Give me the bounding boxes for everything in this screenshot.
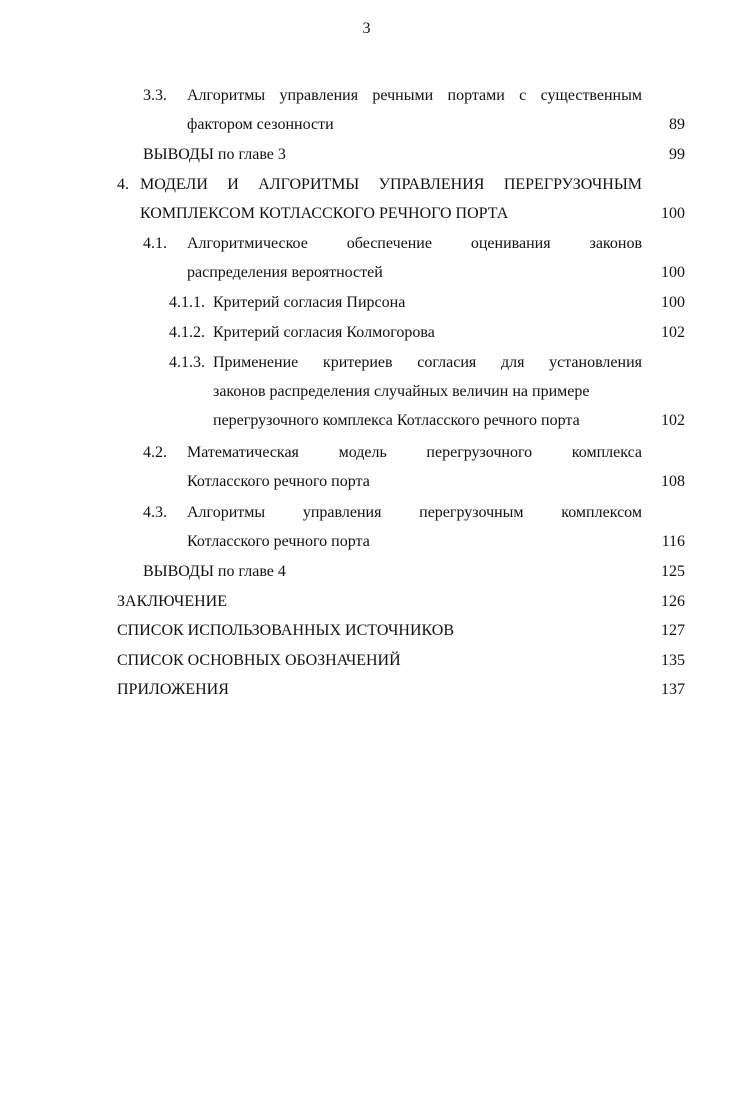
toc-entry-title-line: распределения вероятностей [187,264,383,281]
toc-entry-title-line: КОМПЛЕКСОМ КОТЛАССКОГО РЕЧНОГО ПОРТА [140,205,509,222]
toc-entry-title: ВЫВОДЫ по главе 3 [143,146,286,163]
toc-entry-title: СПИСОК ОСНОВНЫХ ОБОЗНАЧЕНИЙ [117,652,401,669]
toc-entry-page: 100 [661,205,685,222]
toc-entry-page: 99 [669,146,685,163]
toc-entry-title-line: Котласского речного порта [187,473,370,490]
toc-entry-title: Критерий согласия Пирсона [213,294,406,311]
toc-entry-number: 4.1.2. [169,324,205,341]
toc-entry-title-line: перегрузочного комплекса Котласского речного порта [213,412,580,429]
toc-entry-title-line: Алгоритмы управления перегрузочным комплексом [187,504,642,521]
toc-entry-page: 125 [661,563,685,580]
toc-entry-page: 100 [661,264,685,281]
toc-entry-number: 4. [117,176,129,193]
toc-entry-title-line: Математическая модель перегрузочного комплекса [187,444,642,461]
toc-entry-page: 135 [661,652,685,669]
toc-entry-title: Критерий согласия Колмогорова [213,324,435,341]
toc-entry-title: ВЫВОДЫ по главе 4 [143,563,286,580]
toc-entry-page: 89 [669,116,685,133]
toc-entry-page: 100 [661,294,685,311]
toc-entry-number: 4.1. [143,235,167,252]
toc-entry-title-line: Применение критериев согласия для установления [213,354,642,371]
toc-entry-number: 3.3. [143,87,167,104]
toc-entry-page: 116 [661,533,685,550]
toc-entry-page: 127 [661,622,685,639]
toc-entry-page: 126 [661,593,685,610]
toc-entry-page: 108 [661,473,685,490]
toc-entry-title: ЗАКЛЮЧЕНИЕ [117,593,227,610]
toc-entry-page: 102 [661,324,685,341]
toc-entry-number: 4.1.1. [169,294,205,311]
toc-entry-title-line: фактором сезонности [187,116,334,133]
toc-entry-page: 137 [661,681,685,698]
toc-entry-title: СПИСОК ИСПОЛЬЗОВАННЫХ ИСТОЧНИКОВ [117,622,455,639]
toc-entry-title-line: МОДЕЛИ И АЛГОРИТМЫ УПРАВЛЕНИЯ ПЕРЕГРУЗОЧНЫМ [140,176,642,193]
page-number: 3 [362,20,371,37]
toc-entry-page: 102 [661,412,685,429]
toc-entry-title: ПРИЛОЖЕНИЯ [117,681,229,698]
toc-entry-title-line: законов распределения случайных величин на примере [213,383,590,400]
toc-entry-number: 4.3. [143,504,167,521]
toc-entry-number: 4.1.3. [169,354,205,371]
toc-entry-title-line: Алгоритмы управления речными портами с существенным [187,87,642,104]
toc-entry-title-line: Котласского речного порта [187,533,370,550]
toc-entry-title-line: Алгоритмическое обеспечение оценивания законов [187,235,642,252]
toc-entry-number: 4.2. [143,444,167,461]
